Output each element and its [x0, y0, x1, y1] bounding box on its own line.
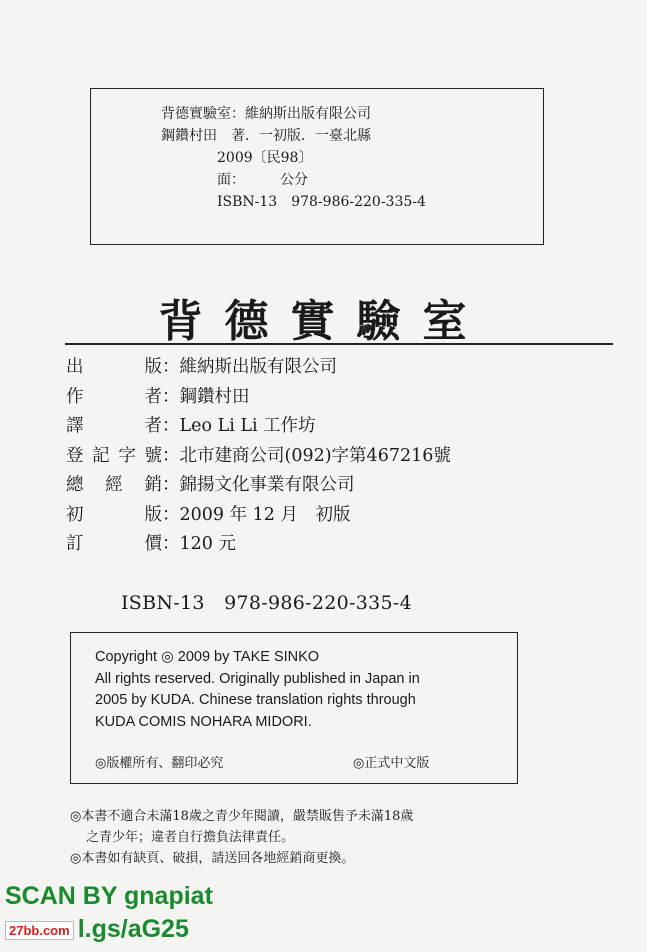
- info-value: ：2009 年 12 月 初版: [162, 504, 351, 525]
- cip-line: 背德實驗室：維納斯出版有限公司: [161, 106, 371, 122]
- scan-credit: SCAN BY gnapiat: [5, 882, 213, 910]
- book-title: 背德實驗室: [158, 296, 489, 347]
- info-row: [66, 442, 451, 472]
- info-value: ：錦揚文化事業有限公司: [162, 475, 355, 495]
- official-edition-notice: ◎正式中文版: [353, 756, 430, 771]
- note-line: ◎本書不適合未滿18歲之青少年閱讀，嚴禁販售予未滿18歲: [70, 809, 414, 824]
- info-row: [66, 383, 451, 413]
- info-value: ：北市建商公司(092)字第467216號: [162, 445, 451, 466]
- info-label: 總 經 銷: [66, 475, 162, 495]
- scan-url-text[interactable]: l.gs/aG25: [77, 915, 189, 943]
- info-row: [66, 501, 451, 531]
- legal-notes: [70, 806, 590, 869]
- cip-line: 2009〔民98〕: [217, 150, 313, 166]
- note-line: 之青少年；違者自行擔負法律責任。: [86, 830, 295, 845]
- info-label: 訂 價: [66, 534, 162, 554]
- site-logo: 27bb.com: [5, 921, 74, 940]
- info-row: [66, 412, 451, 442]
- title-divider: [65, 343, 613, 345]
- rights-reserved-notice: ◎版權所有、翻印必究: [95, 756, 224, 771]
- info-row: [66, 530, 451, 560]
- copyright-line: KUDA COMIS NOHARA MIDORI.: [95, 713, 312, 730]
- info-label: 譯 者: [66, 416, 162, 436]
- info-value: ：120 元: [162, 534, 236, 554]
- copyright-line: All rights reserved. Originally published in Japan in: [95, 670, 420, 687]
- info-value: ：Leo Li Li 工作坊: [162, 416, 316, 436]
- info-label: 作 者: [66, 386, 162, 407]
- note-line: ◎本書如有缺頁、破損，請送回各地經銷商更換。: [70, 851, 355, 866]
- isbn-line: ISBN-13 978-986-220-335-4: [121, 592, 413, 614]
- copyright-box: [70, 632, 518, 784]
- info-value: ：鋼鑽村田: [162, 386, 250, 407]
- info-row: [66, 471, 451, 501]
- info-label: 出 版: [66, 357, 162, 377]
- cip-line: ISBN-13 978-986-220-335-4: [217, 194, 426, 210]
- copyright-line: Copyright ◎ 2009 by TAKE SINKO: [95, 649, 320, 665]
- publication-info: [66, 353, 451, 560]
- cip-data-box: [90, 88, 544, 245]
- info-label: 登記字號: [66, 445, 162, 466]
- cip-line: 鋼鑽村田 著．一初版．一臺北縣: [161, 128, 371, 144]
- copyright-line: 2005 by KUDA. Chinese translation rights through: [95, 692, 416, 708]
- info-row: [66, 353, 451, 383]
- info-label: 初 版: [66, 504, 162, 525]
- scan-url: [5, 915, 189, 944]
- cip-line: 面： 公分: [217, 172, 308, 188]
- info-value: ：維納斯出版有限公司: [162, 357, 337, 377]
